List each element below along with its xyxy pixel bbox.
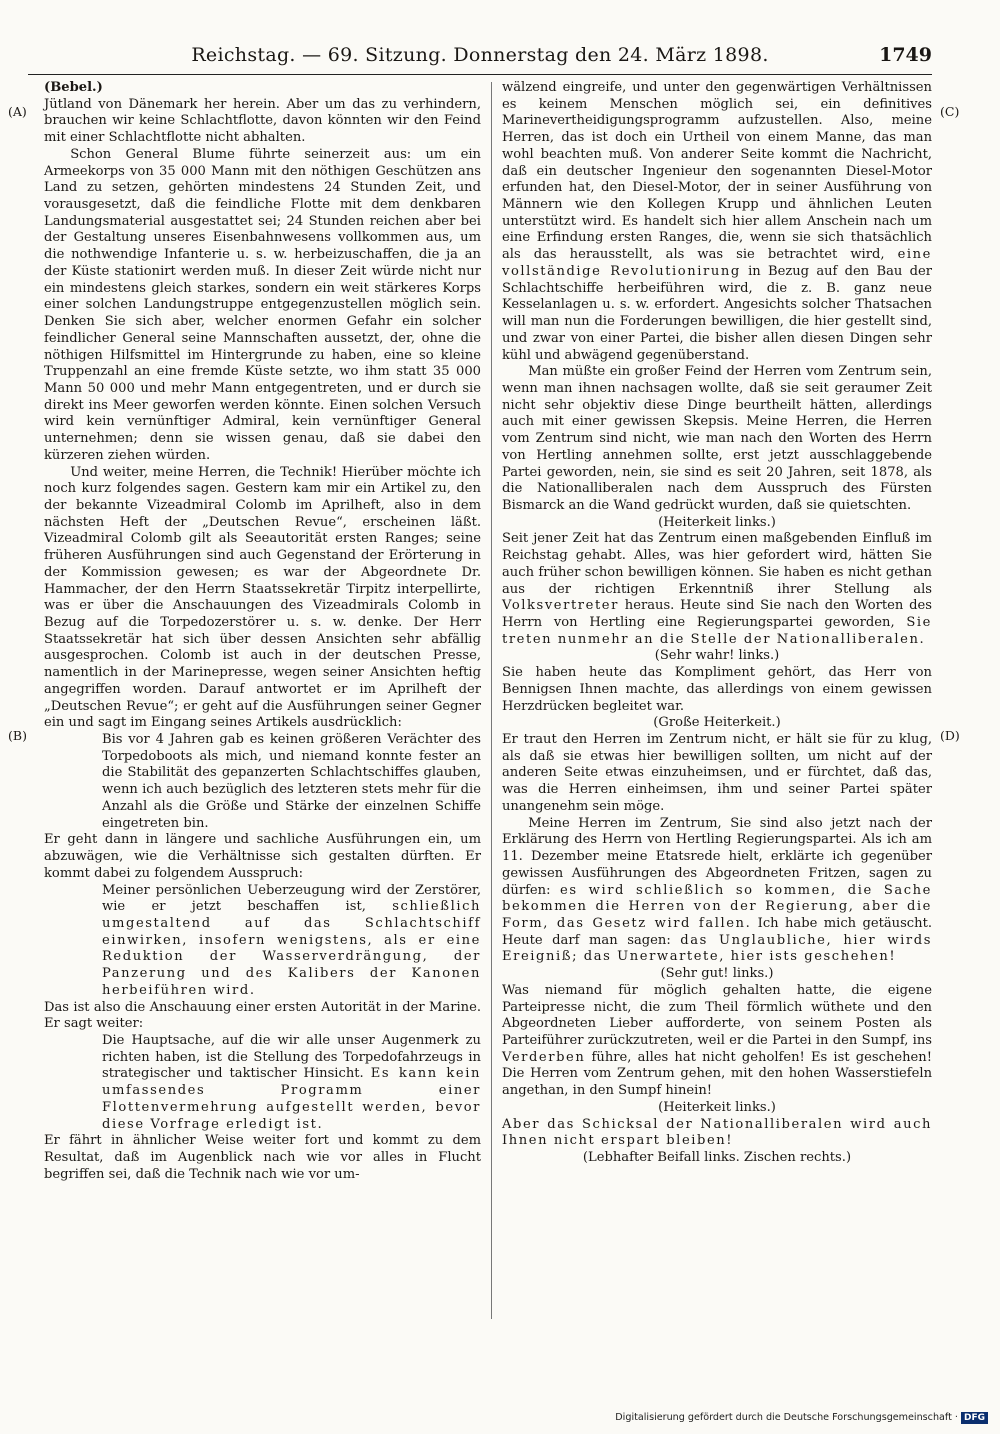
- column-divider: [491, 82, 492, 1319]
- paragraph: Er fährt in ähnlicher Weise weiter fort und kommt zu dem Resultat, daß im Augenblick nach wie vor alles in Flucht begriffen sei, daß die Technik nach wie vor um-: [44, 1133, 481, 1182]
- header-title: Reichstag. — 69. Sitzung. Donnerstag den 24. März 1898.: [191, 44, 769, 66]
- emphasis: Sie treten nunmehr an die Stelle der Nationalliberalen.: [502, 615, 932, 647]
- margin-letter-a: (A): [8, 104, 27, 119]
- reaction: (Große Heiterkeit.): [653, 715, 781, 731]
- text: wälzend eingreife, und unter den gegenwärtigen Verhältnissen es keinem Menschen möglich sei, ein definitives Marinevertheidigungsprogramm aufzustellen. Also, meine Herren, das ist doch ein Urtheil von einem Manne, das man wohl beachten muß. Von anderer Seite kommt die Nachricht, daß ein deutscher Ingenieur den sogenannten Diesel-Motor erfunden hat, den Diesel-Motor, der in seiner Ausführung von Männern wie den Kollegen Krupp und ähnlichen Leuten unterstützt wird. Es handelt sich hier allem Anschein nach um eine Erfindung ersten Ranges, die, wenn sie sich thatsächlich als das herausstellt, als was sie betrachtet wird,: [502, 80, 932, 263]
- text: Seit jener Zeit hat das Zentrum einen maßgebenden Einfluß im Reichstag gehabt. Alles, was hier gefordert wird, hätten Sie auch früher schon bewilligen können. Sie haben es nicht gethan aus der richtigen Erkenntniß ihrer Stellung als: [502, 531, 932, 597]
- paragraph: Jütland von Dänemark her herein. Aber um das zu verhindern, brauchen wir keine Schlachtflotte, davon könnten wir den Feind mit einer Schlachtflotte nicht abhalten.: [44, 96, 481, 146]
- paragraph: Er traut den Herren im Zentrum nicht, er hält sie für zu klug, als daß sie etwas hier bewilligen sollten, um nicht auf der anderen Seite etwas einzuheimsen, und er fürchtet, daß das, was die Herren einheimsen, ihm und seiner Partei später unangenehm sein möge.: [502, 732, 932, 814]
- paragraph: Er geht dann in längere und sachliche Ausführungen ein, um abzuwägen, wie die Verhältnisse sich gestalten dürften. Er kommt dabei zu folgendem Ausspruch:: [44, 832, 481, 881]
- block-quote: Bis vor 4 Jahren gab es keinen größeren Verächter des Torpedoboots als mich, und niemand konnte fester an die Stabilität des gepanzerten Schlachtschiffes glauben, wenn ich auch bezüglich des letzteren stets mehr für die Anzahl als die Größe und Stärke der einzelnen Schiffe eingetreten bin.: [102, 732, 481, 831]
- quote-emphasis: Es kann kein umfassendes Programm einer Flottenvermehrung aufgestellt werden, bevor diese Vorfrage erledigt ist.: [102, 1066, 481, 1132]
- reaction: (Heiterkeit links.): [658, 1099, 776, 1115]
- header-rule: [28, 74, 932, 75]
- paragraph: [502, 531, 932, 648]
- paragraph: Schon General Blume führte seinerzeit aus: um ein Armeekorps von 35 000 Mann mit den nöthigen Geschützen ans Land zu setzen, gehörten mindestens 24 Stunden Zeit, und vorausgesetzt, daß die feindliche Flotte mit dem denkbaren Landungsmaterial ausgestattet sei; 24 Stunden reichen aber bei der Gestaltung unseres Eisenbahnwesens vollkommen aus, um die nothwendige Infanterie u. s. w. herbeizuschaffen, die ja an der Küste stationirt werden muß. In dieser Zeit würde nicht nur ein mindestens gleich starkes, sondern ein weit stärkeres Korps einer solchen Landungstruppe entgegenzustellen möglich sein. Denken Sie sich aber, welcher enormen Gefahr ein solcher feindlicher General seine Mannschaften aussetzt, der, ohne die nöthigen Hilfsmittel im Hintergrunde zu haben, eine so kleine Truppenzahl an eine fremde Küste setzte, wo ihm statt 35 000 Mann 50 000 und mehr Mann entgegentreten, und er durch sie direkt ins Meer geworfen werden könnte. Einen solchen Versuch wird kein vernünftiger Admiral, kein vernünftiger General unternehmen; denn sie wissen genau, daß sie dabei den kürzeren ziehen würden.: [44, 146, 481, 463]
- paragraph: Aber das Schicksal der Nationalliberalen wird auch Ihnen nicht erspart bleiben!: [502, 1116, 932, 1149]
- emphasis: Volksvertreter: [502, 598, 619, 614]
- dfg-logo: DFG: [961, 1412, 988, 1424]
- block-quote: [102, 1033, 481, 1133]
- credit-text: Digitalisierung gefördert durch die Deutsche Forschungsgemeinschaft ·: [615, 1412, 958, 1423]
- quote-text: Meiner persönlichen Ueberzeugung wird der Zerstörer, wie er jetzt beschaffen ist,: [102, 882, 481, 915]
- paragraph: [502, 816, 932, 966]
- text: Meine Herren im Zentrum, Sie sind also jetzt nach der Erklärung des Herrn von Hertling Regierungspartei. Als ich am 11. Dezember meine Etatsrede hielt, erklärte ich gegenüber gewissen Ausführungen des Abgeordneten Fritzen, sagen zu dürfen:: [502, 815, 932, 898]
- text: in Bezug auf den Bau der Schlachtschiffe herbeiführen wird, die z. B. ganz neue Kesselanlagen u. s. w. erfordert. Angesichts solcher Thatsachen will man nun die Forderungen bewilligen, die hier gestellt sind, und zwar von einer Partei, die bisher allen diesen Dingen sehr kühl und abwägend gegenüberstand.: [502, 263, 932, 363]
- text: Ich habe mich getäuscht. Heute darf man sagen:: [502, 915, 933, 948]
- text: führe, alles hat nicht geholfen! Es ist geschehen! Die Herren vom Zentrum gehen, mit den hohen Wasserstiefeln angethan, in den Sumpf hinein!: [502, 1049, 932, 1099]
- text: heraus. Heute sind Sie nach den Worten des Herrn von Hertling eine Regierungspartei geworden,: [502, 598, 932, 630]
- margin-letter-c: (C): [940, 104, 960, 119]
- reaction: (Lebhafter Beifall links. Zischen rechts.): [582, 1150, 852, 1165]
- reaction: (Sehr wahr! links.): [654, 648, 780, 664]
- reaction: (Heiterkeit links.): [658, 514, 776, 530]
- right-column: [502, 80, 932, 1167]
- emphasis: das Unglaubliche, hier wirds Ereigniß; das Unerwartete, hier ists geschehen!: [502, 932, 932, 965]
- quote-emphasis: schließlich umgestaltend auf das Schlachtschiff einwirken, insofern wenigstens, als er eine Reduktion der Wasserverdrängung, der Panzerung und des Kalibers der Kanonen herbeiführen wird.: [102, 899, 481, 998]
- emphasis: Verderben: [502, 1049, 586, 1065]
- block-quote: [102, 883, 481, 1000]
- paragraph: Das ist also die Anschauung einer ersten Autorität in der Marine. Er sagt weiter:: [44, 999, 481, 1032]
- margin-letter-b: (B): [8, 728, 27, 743]
- page-header: [28, 44, 932, 74]
- reaction: (Sehr gut! links.): [660, 966, 774, 982]
- digitization-credit: [615, 1412, 988, 1424]
- speaker-label: (Bebel.): [44, 80, 103, 95]
- paragraph: Man müßte ein großer Feind der Herren vom Zentrum sein, wenn man ihnen nachsagen wollte, daß sie seit geraumer Zeit nicht sehr objektiv diese Dinge beurtheilt hätten, allerdings auch mit einer gewissen Skepsis. Meine Herren, die Herren vom Zentrum sind nicht, wie man nach den Worten des Herrn von Hertling annehmen sollte, erst jetzt ausschlaggebende Partei geworden, nein, sie sind es seit 20 Jahren, seit 1878, als die Nationalliberalen nach dem Ausspruch des Fürsten Bismarck an die Wand gedrückt wurden, daß sie quietschten.: [502, 364, 932, 513]
- paragraph: Sie haben heute das Kompliment gehört, das Herr von Bennigsen Ihnen machte, das allerdings von einem gewissen Herzdrücken begleitet war.: [502, 665, 932, 714]
- left-column: [44, 80, 481, 1183]
- paragraph: [502, 983, 932, 1100]
- margin-letter-d: (D): [940, 728, 960, 743]
- page-number: 1749: [879, 44, 932, 66]
- emphasis: es wird schließlich so kommen, die Sache bekommen die Herren von der Regierung, aber die Form, das Gesetz wird fallen.: [502, 882, 932, 931]
- quote-text: Die Hauptsache, auf die wir alle unser Augenmerk zu richten haben, ist die Stellung des Torpedofahrzeugs in strategischer und taktischer Hinsicht.: [102, 1032, 481, 1082]
- text: Was niemand für möglich gehalten hatte, die eigene Parteipresse nicht, die zum Theil förmlich wüthete und den Abgeordneten Lieber aufforderte, von seinem Posten als Parteiführer zurückzutreten, weil er die Partei in den Sumpf, ins: [502, 982, 932, 1048]
- paragraph: [502, 80, 932, 364]
- paragraph: Und weiter, meine Herren, die Technik! Hierüber möchte ich noch kurz folgendes sagen. Gestern kam mir ein Artikel zu, den der bekannte Vizeadmiral Colomb im Aprilheft, also in dem nächsten Heft der „Deutschen Revue“, erscheinen läßt. Vizeadmiral Colomb gilt als Seeautorität ersten Ranges; seine früheren Ausführungen sind auch Gegenstand der Erörterung in der Kommission gewesen; es war der Abgeordnete Dr. Hammacher, der den Herrn Staatssekretär Tirpitz interpellirte, was er über die Anschauungen des Vizeadmirals Colomb in Bezug auf die Torpedozerstörer u. s. w. denke. Der Herr Staatssekretär hat sich über dessen Ansichten sehr abfällig ausgesprochen. Colomb ist auch in der deutschen Presse, namentlich in der Marinepresse, wegen seiner Ansichten heftig angegriffen worden. Darauf antwortet er im Aprilheft der „Deutschen Revue“; er geht auf die Ausführungen seiner Gegner ein und sagt im Eingang seines Artikels ausdrücklich:: [44, 464, 481, 731]
- emphasis: eine vollständige Revolutionirung: [502, 247, 932, 279]
